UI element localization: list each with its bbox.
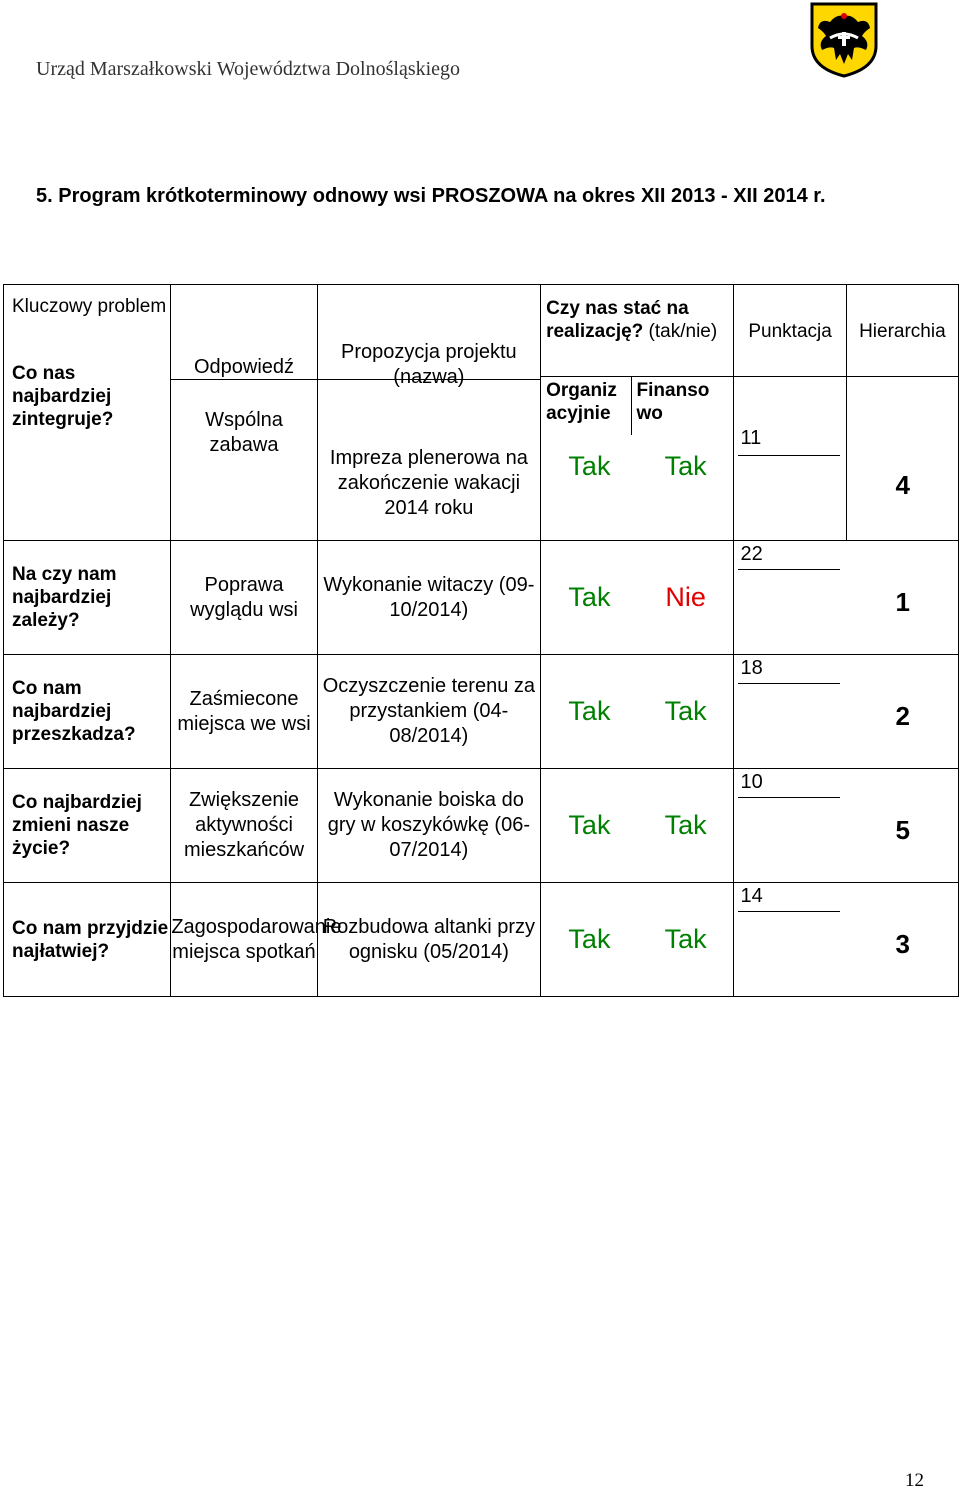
row-4-rank: 5 (846, 769, 958, 883)
row-5-rank: 3 (846, 883, 958, 997)
row-3-problem: Co nam najbardziej przeszkadza? (4, 655, 171, 769)
row-4-points-cell (734, 769, 846, 883)
row-5-org: Tak (541, 883, 638, 997)
row-2-points-cell (734, 541, 846, 655)
row-3-rank: 2 (846, 655, 958, 769)
row-4-org: Tak (541, 769, 638, 883)
row-5-project: Rozbudowa altanki przy ognisku (05/2014) (317, 883, 540, 997)
row-4-fin: Tak (638, 769, 734, 883)
row-5-points: 14 (740, 885, 763, 907)
row-1-points: 11 (740, 427, 762, 449)
row-1-afford-cell: Czy nas stać na realizację? (tak/nie) Organiz acyjnie Finanso wo Tak Tak (541, 285, 734, 541)
row-1-rank-cell: Hierarchia 4 (846, 285, 958, 541)
row-5-problem: Co nam przyjdzie najłatwiej? (4, 883, 171, 997)
row-4-problem: Co najbardziej zmieni nasze życie? (4, 769, 171, 883)
row-1-rank: 4 (895, 470, 910, 500)
page-number: 12 (905, 1470, 924, 1491)
row-5-points-cell (734, 883, 846, 997)
row-4-project: Wykonanie boiska do gry w koszykówkę (06-07/2014) (317, 769, 540, 883)
row-3-answer: Zaśmiecone miejsca we wsi (171, 655, 317, 769)
document-title: 5. Program krótkoterminowy odnowy wsi PROSZOWA na okres XII 2013 - XII 2014 r. (36, 185, 826, 207)
row-3-points: 18 (740, 657, 763, 679)
priorities-table-body (3, 284, 959, 997)
eagle-coat-of-arms-icon (810, 2, 878, 78)
row-4-points: 10 (740, 771, 763, 793)
row-2-points: 22 (740, 543, 763, 565)
row-3-project: Oczyszczenie terenu za przystankiem (04-08/2014) (317, 655, 540, 769)
institution-header: Urząd Marszałkowski Województwa Dolnośląskiego (36, 58, 461, 80)
row-1-org: Tak (568, 451, 611, 481)
row-5-answer: Zagospodarowanie miejsca spotkań (171, 883, 317, 997)
row-2-fin: Nie (638, 541, 734, 655)
row-2-answer: Poprawa wyglądu wsi (171, 541, 317, 655)
row-2-org: Tak (541, 541, 638, 655)
row-3-points-cell (734, 655, 846, 769)
row-5-fin: Tak (638, 883, 734, 997)
row-2-problem: Na czy nam najbardziej zależy? (4, 541, 171, 655)
row-3-org: Tak (541, 655, 638, 769)
header-problem-cell: Kluczowy problem Co nas najbardziej zintegruje? (4, 285, 171, 541)
row-4-answer: Zwiększenie aktywności mieszkańców (171, 769, 317, 883)
row-2-rank: 1 (846, 541, 958, 655)
row-1-points-cell: Punktacja 11 (734, 285, 846, 541)
row-3-fin: Tak (638, 655, 734, 769)
row-2-project: Wykonanie witaczy (09-10/2014) (317, 541, 540, 655)
row-1-fin: Tak (664, 451, 707, 481)
row-1-answer-cell: Odpowiedź Wspólna zabawa (171, 285, 317, 541)
row-1-project-cell: Propozycja projektu (nazwa) Impreza plenerowa na zakończenie wakacji 2014 roku (317, 285, 540, 541)
